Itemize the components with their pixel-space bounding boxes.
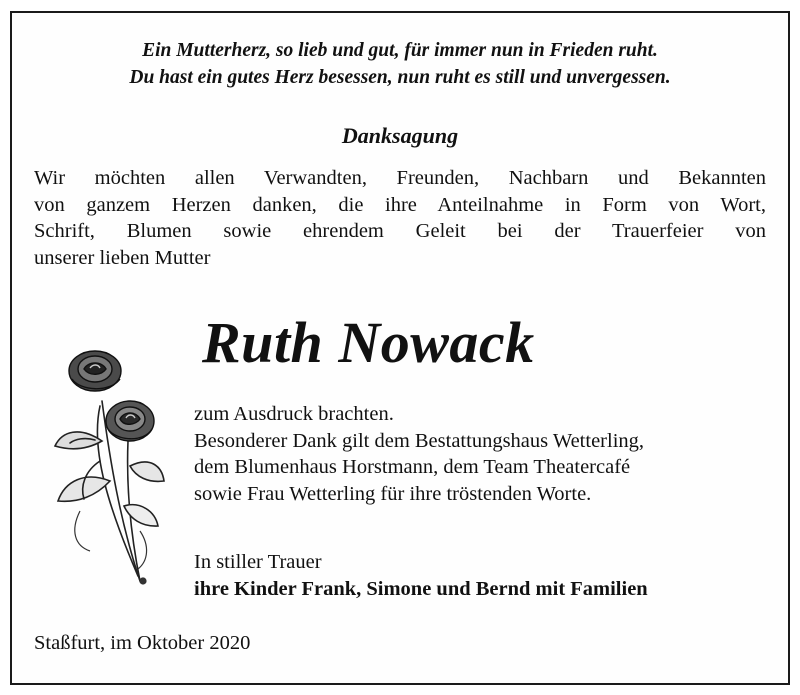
signature-intro: In stiller Trauer bbox=[194, 551, 322, 573]
acknowledgement-line: Besonderer Dank gilt dem Bestattungshaus Wetterling, bbox=[194, 429, 645, 452]
deceased-name: Ruth Nowack bbox=[202, 310, 535, 375]
place-date: Staßfurt, im Oktober 2020 bbox=[34, 632, 251, 654]
acknowledgement-line: sowie Frau Wetterling für ihre tröstenden Worte. bbox=[194, 482, 592, 505]
thanks-line: Wir möchten allen Verwandten, Freunden, Nachbarn und Bekannten bbox=[34, 167, 766, 189]
acknowledgement-line: zum Ausdruck brachten. bbox=[194, 403, 394, 425]
heading-danksagung: Danksagung bbox=[341, 123, 459, 148]
thanks-line: Schrift, Blumen sowie ehrendem Geleit bei der Trauerfeier von bbox=[34, 220, 766, 242]
rose-icon bbox=[40, 331, 165, 596]
thanks-paragraph bbox=[34, 165, 766, 271]
motto-line-2: Du hast ein gutes Herz besessen, nun ruht es still und unvergessen. bbox=[129, 67, 671, 88]
motto-line-1: Ein Mutterherz, so lieb und gut, für immer nun in Frieden ruht. bbox=[142, 40, 658, 61]
acknowledgement-line: dem Blumenhaus Horstmann, dem Team Theatercafé bbox=[194, 456, 631, 478]
thanks-line: unserer lieben Mutter bbox=[34, 246, 211, 269]
signature-names: ihre Kinder Frank, Simone und Bernd mit Familien bbox=[194, 577, 648, 600]
acknowledgement-paragraph bbox=[194, 401, 644, 507]
obituary-notice bbox=[10, 11, 790, 685]
thanks-line: von ganzem Herzen danken, die ihre Anteilnahme in Form von Wort, bbox=[34, 193, 766, 216]
signature-block bbox=[194, 549, 648, 602]
